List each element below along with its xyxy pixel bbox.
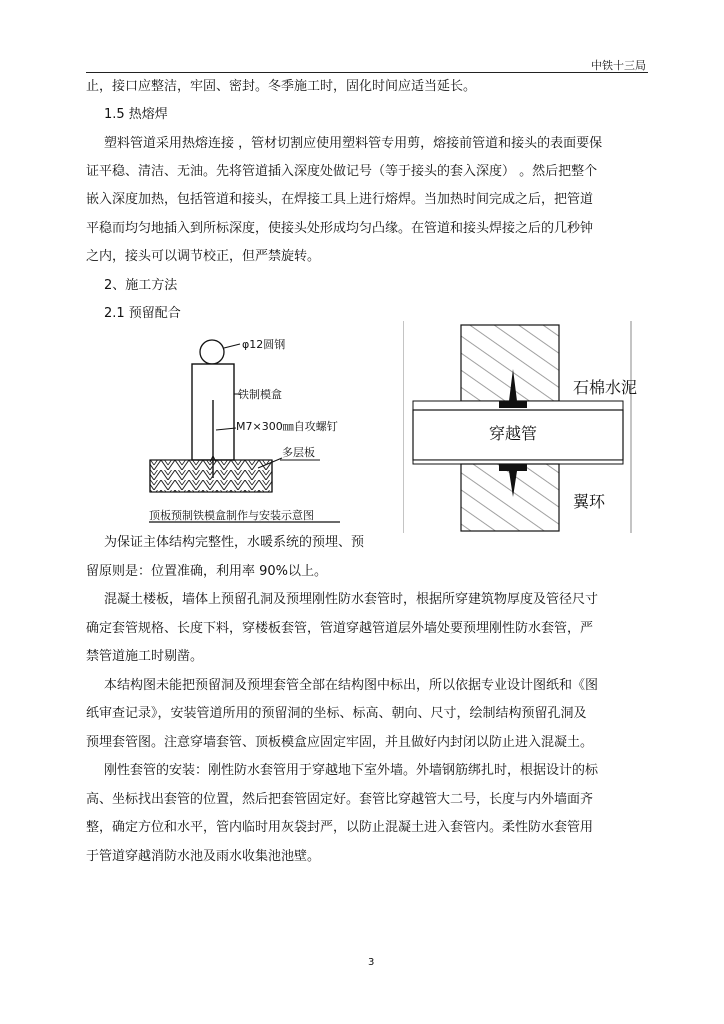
text-line: 证平稳、清洁、无油。先将管道插入深度处做记号（等于接头的套入深度） 。然后把整个 [86,164,598,179]
text-line: 刚性套管的安装：刚性防水套管用于穿越地下室外墙。外墙钢筋绑扎时，根据设计的标 [104,763,599,778]
upper-wall-block [461,325,559,401]
multilayer-board [150,460,272,492]
text-line: 于管道穿越消防水池及雨水收集池池壁。 [86,849,321,864]
header-org: 中铁十三局 [591,59,646,72]
label-screw: M7×300㎜自攻螺钉 [236,420,338,433]
label-through-pipe: 穿越管 [489,424,538,443]
text-line: 预埋套管图。注意穿墙套管、顶板模盒应固定牢固，并且做好内封闭以防止进入混凝土。 [86,735,594,750]
text-line: 纸审查记录》，安装管道所用的预留洞的坐标、标高、朝向、尺寸，绘制结构预留孔洞及 [86,706,587,721]
leader-line [224,344,240,348]
text-line: 整，确定方位和水平，管内临时用灰袋封严，以防止混凝土进入套管内。柔性防水套管用 [86,820,594,835]
section-heading-2-1: 2.1 预留配合 [104,306,181,321]
header-rule [86,72,648,73]
text-line: 混凝土楼板，墙体上预留孔洞及预埋刚性防水套管时，根据所穿建筑物厚度及管径尺寸 [104,592,599,607]
text-line: 嵌入深度加热，包括管道和接头，在焊接工具上进行熔焊。当加热时间完成之后，把管道 [86,192,594,207]
label-iron-box: 铁制模盒 [238,388,282,401]
casing-pipe-diagram [403,321,648,536]
text-line: 确定套管规格、长度下料，穿楼板套管，管道穿越管道层外墙处要预埋刚性防水套管，严 [86,621,594,636]
section-heading-1-5: 1.5 热熔焊 [104,107,168,122]
text-line: 禁管道施工时剔凿。 [86,649,204,664]
text-line: 留原则是：位置准确，利用率 90%以上。 [86,564,328,579]
text-line: 平稳而均匀地插入到所标深度，使接头处形成均匀凸缘。在管道和接头焊接之后的几秒钟 [86,221,594,236]
text-line: 本结构图未能把预留洞及预埋套管全部在结构图中标出，所以依据专业设计图纸和《图 [104,678,599,693]
section-heading-2: 2、施工方法 [104,278,178,293]
text-line: 高、坐标找出套管的位置，然后把套管固定好。套管比穿越管大二号，长度与内外墙面齐 [86,792,594,807]
text-line: 为保证主体结构完整性，水暖系统的预埋、预 [104,535,365,550]
text-line: 止，接口应整洁，牢固、密封。冬季施工时，固化时间应适当延长。 [86,79,477,94]
text-line: 之内，接头可以调节校正，但严禁旋转。 [86,249,321,264]
label-round-steel: φ12圆钢 [242,338,286,351]
text-line: 塑料管道采用热熔连接 ，管材切割应使用塑料管专用剪，熔接前管道和接头的表面要保 [104,136,603,151]
label-asbestos-cement: 石棉水泥 [573,378,638,397]
page-number: 3 [368,957,375,968]
figure-caption: 顶板预制铁模盒制作与安装示意图 [149,509,314,522]
label-wing-ring: 翼环 [573,492,606,511]
formwork-box-diagram [140,330,390,526]
label-multilayer-board: 多层板 [282,446,315,459]
round-steel-rod [200,340,224,364]
